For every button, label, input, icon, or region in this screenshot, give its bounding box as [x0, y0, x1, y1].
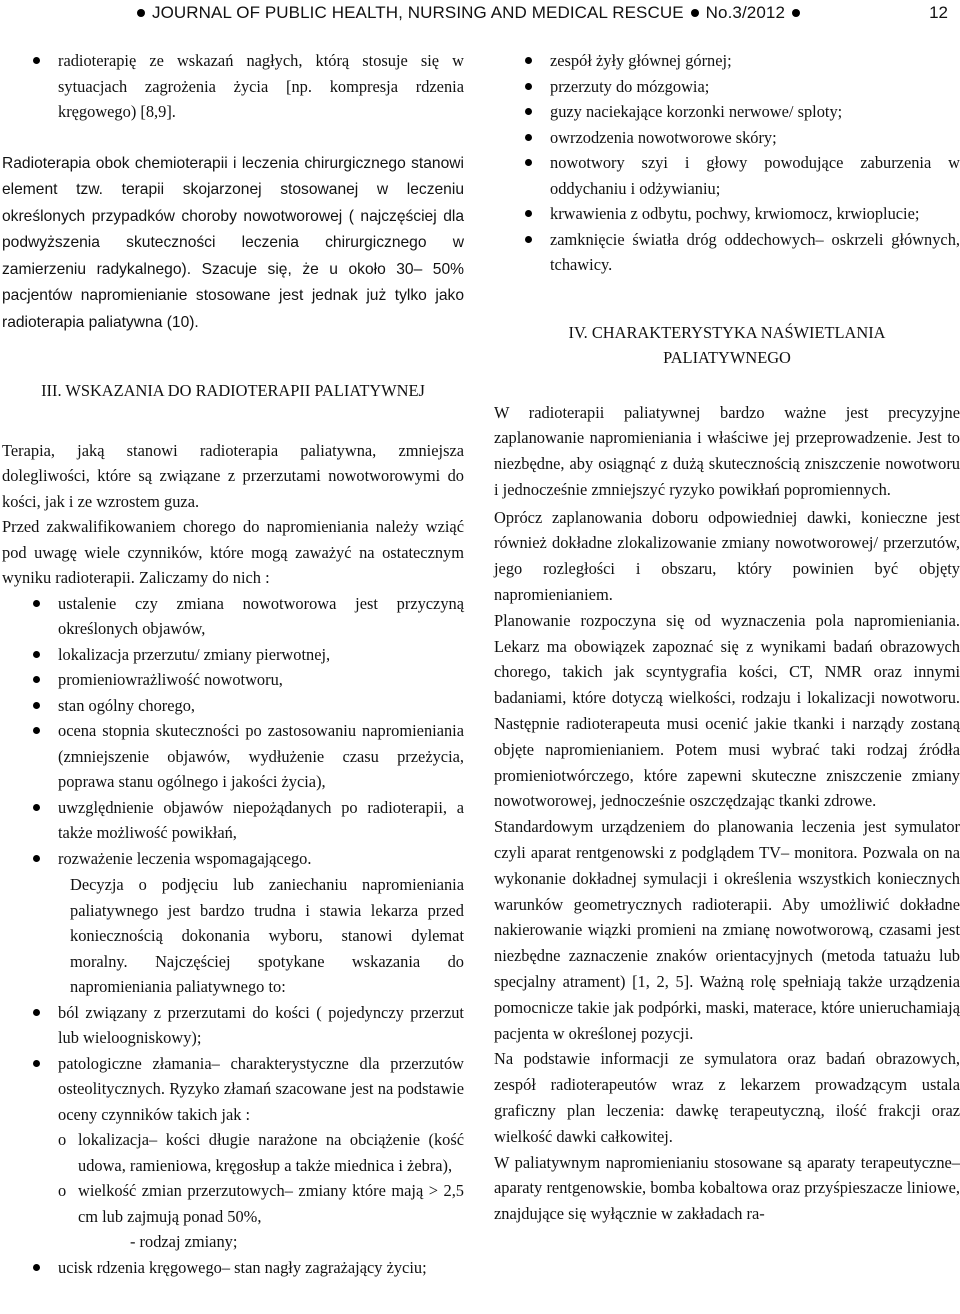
list-item: zamknięcie światła dróg oddechowych– oskrzeli głównych, tchawicy. [494, 227, 960, 278]
sub-list-item: o wielkość zmian przerzutowych– zmiany które mają > 2,5 cm lub zajmują ponad 50%, [2, 1178, 464, 1229]
sub-line: - rodzaj zmiany; [130, 1232, 238, 1251]
bullet-dot-icon [691, 9, 699, 17]
sub-list-item: o lokalizacja– kości długie narażone na obciążenie (kość udowa, ramieniowa, kręgosłup a także miednica i żebra), [2, 1127, 464, 1178]
bullet-dot-icon [137, 9, 145, 17]
paragraph: Terapia, jaką stanowi radioterapia paliatywna, zmniejsza dolegliwości, które są związane z przerzutami nowotworowymi do kości, jak i ze wzrostem guza. [2, 440, 464, 511]
list-item: lokalizacja przerzutu/ zmiany pierwotnej, [2, 642, 464, 668]
section-heading [494, 320, 960, 370]
list-item: owrzodzenia nowotworowe skóry; [494, 125, 960, 151]
bullet-dot-icon [792, 9, 800, 17]
list-item: uwzględnienie objawów niepożądanych po radioterapii, a także możliwość powikłań, [2, 795, 464, 846]
list-item: przerzuty do mózgowia; [494, 74, 960, 100]
list-item: patologiczne złamania– charakterystyczne dla przerzutów osteolitycznych. Ryzyko złamań szacowane jest na podstawie oceny czynników takich jak : [2, 1051, 464, 1128]
paragraph: Oprócz zaplanowania doboru odpowiedniej dawki, konieczne jest również dokładne zlokalizowanie zmiany nowotworowej/ przerzutów, jego rozległości i obszaru, który powinien być objęty napromienianiem. [494, 507, 960, 605]
list-item: radioterapię ze wskazań nagłych, którą stosuje się w sytuacjach zagrożenia życia [np. kompresja rdzenia kręgowego) [8,9]. [2, 48, 464, 125]
issue-number: No.3/2012 [705, 3, 786, 22]
paragraph: Decyzja o podjęciu lub zaniechaniu napromieniania paliatywnego jest bardzo trudna i stawia lekarza przed koniecznością dokonania wyboru, stanowi dylemat moralny. Najczęściej spotykane wskazania do napromieniania paliatywnego to: [70, 875, 464, 996]
list-item: rozważenie leczenia wspomagającego. [2, 846, 464, 872]
paragraph: Przed zakwalifikowaniem chorego do napromieniania należy wziąć pod uwagę wiele czynników, które mogą zaważyć na ostatecznym wyniku radioterapii. Zaliczamy do nich : [2, 517, 464, 587]
list-item: guzy naciekające korzonki nerwowe/ sploty; [494, 99, 960, 125]
paragraph: W paliatywnym napromienianiu stosowane są aparaty terapeutyczne– aparaty rentgenowskie, bomba kobaltowa oraz przyśpieszacze liniowe, znajdujące się wyłącznie w zakładach ra- [494, 1152, 960, 1224]
section-heading-line: PALIATYWNEGO [663, 347, 791, 367]
paragraph: W radioterapii paliatywnej bardzo ważne jest precyzyjne zaplanowanie napromieniania i właściwe jej przeprowadzenie. Jest to niezbędne, aby osiągnąć z dużą skutecznością zniszczenie nowotworu i jednocześnie zmniejszyć ryzyko powikłań popromiennych. [494, 402, 960, 499]
list-item: ustalenie czy zmiana nowotworowa jest przyczyną określonych objawów, [2, 591, 464, 642]
list-item: zespół żyły głównej górnej; [494, 48, 960, 74]
paragraph: Planowanie rozpoczyna się od wyznaczenia pola napromieniania. Lekarz ma obowiązek zapoznać się z wynikami badań obrazowych chorego, takich jak scyntygrafia kości, CT, NMR oraz innymi badaniami, które dotyczą wielkości, rodzaju i lokalizacji nowotworu. Następnie radioterapeuta musi ocenić jakie tkanki i narządy zostaną objęte napromienianiem. Potem musi wybrać taki rodzaj źródła promieniotwórczego, które zapewni skuteczne zniszczenie zmiany nowotworowej, jednocześnie oszczędzając tkanki zdrowe. [494, 610, 960, 811]
list-item: krwawienia z odbytu, pochwy, krwiomocz, krwioplucie; [494, 201, 960, 227]
list-item: promieniowrażliwość nowotworu, [2, 667, 464, 693]
list-item: ucisk rdzenia kręgowego– stan nagły zagrażający życiu; [2, 1255, 464, 1281]
section-heading: III. WSKAZANIA DO RADIOTERAPII PALIATYWNEJ [41, 381, 425, 400]
list-item: ocena stopnia skuteczności po zastosowaniu napromieniania (zmniejszenie objawów, wydłużenie czasu przeżycia, poprawa stanu ogólnego i jakości życia), [2, 718, 464, 795]
section-heading-line: IV. CHARAKTERYSTYKA NAŚWIETLANIA [568, 322, 886, 342]
journal-title: JOURNAL OF PUBLIC HEALTH, NURSING AND MEDICAL RESCUE [152, 3, 684, 22]
page-number: 12 [929, 3, 948, 22]
paragraph: Na podstawie informacji ze symulatora oraz badań obrazowych, zespół radioterapeutów wraz z lekarzem prowadzącym ustala graficzny plan leczenia: dawkę terapeutyczną, ilość frakcji oraz wielkość dawki całkowitej. [494, 1049, 960, 1146]
list-item: stan ogólny chorego, [2, 693, 464, 719]
list-item: nowotwory szyi i głowy powodujące zaburzenia w oddychaniu i odżywianiu; [494, 150, 960, 201]
list-item: ból związany z przerzutami do kości ( pojedynczy przerzut lub wieloogniskowy); [2, 1000, 464, 1051]
right-column [494, 40, 960, 1227]
running-header [0, 0, 960, 30]
paragraph: Radioterapia obok chemioterapii i leczenia chirurgicznego stanowi element tzw. terapii skojarzonej stosowanej w leczeniu określonych przypadków choroby nowotworowej ( najczęściej dla podwyższenia skuteczności leczenia chirurgicznego w zamierzeniu radykalnego). Szacuje się, że u około 30– 50% pacjentów napromienianie stosowane jest jednak już tylko jako radioterapia paliatywna (10). [2, 154, 464, 331]
left-column [2, 40, 464, 1280]
paragraph: Standardowym urządzeniem do planowania leczenia jest symulator czyli aparat rentgenowski z podglądem TV– monitora. Pozwala on na wykonanie dokładnej symulacji i określenia wszystkich koniecznych warunków geometrycznych radioterapii. Aby umożliwić dokładne nakierowanie wiązki promieni na zmianę nowotworową, czasami jest niezbędne zaznaczenie znaków orientacyjnych (metoda tatuażu lub specjalny atrament) [1, 2, 5]. Ważną rolę spełniają także urządzenia pomocnicze takie jak podpórki, maski, materace, które unieruchamiają pacjenta w określonej pozycji. [494, 817, 960, 1043]
header-line [130, 3, 807, 23]
